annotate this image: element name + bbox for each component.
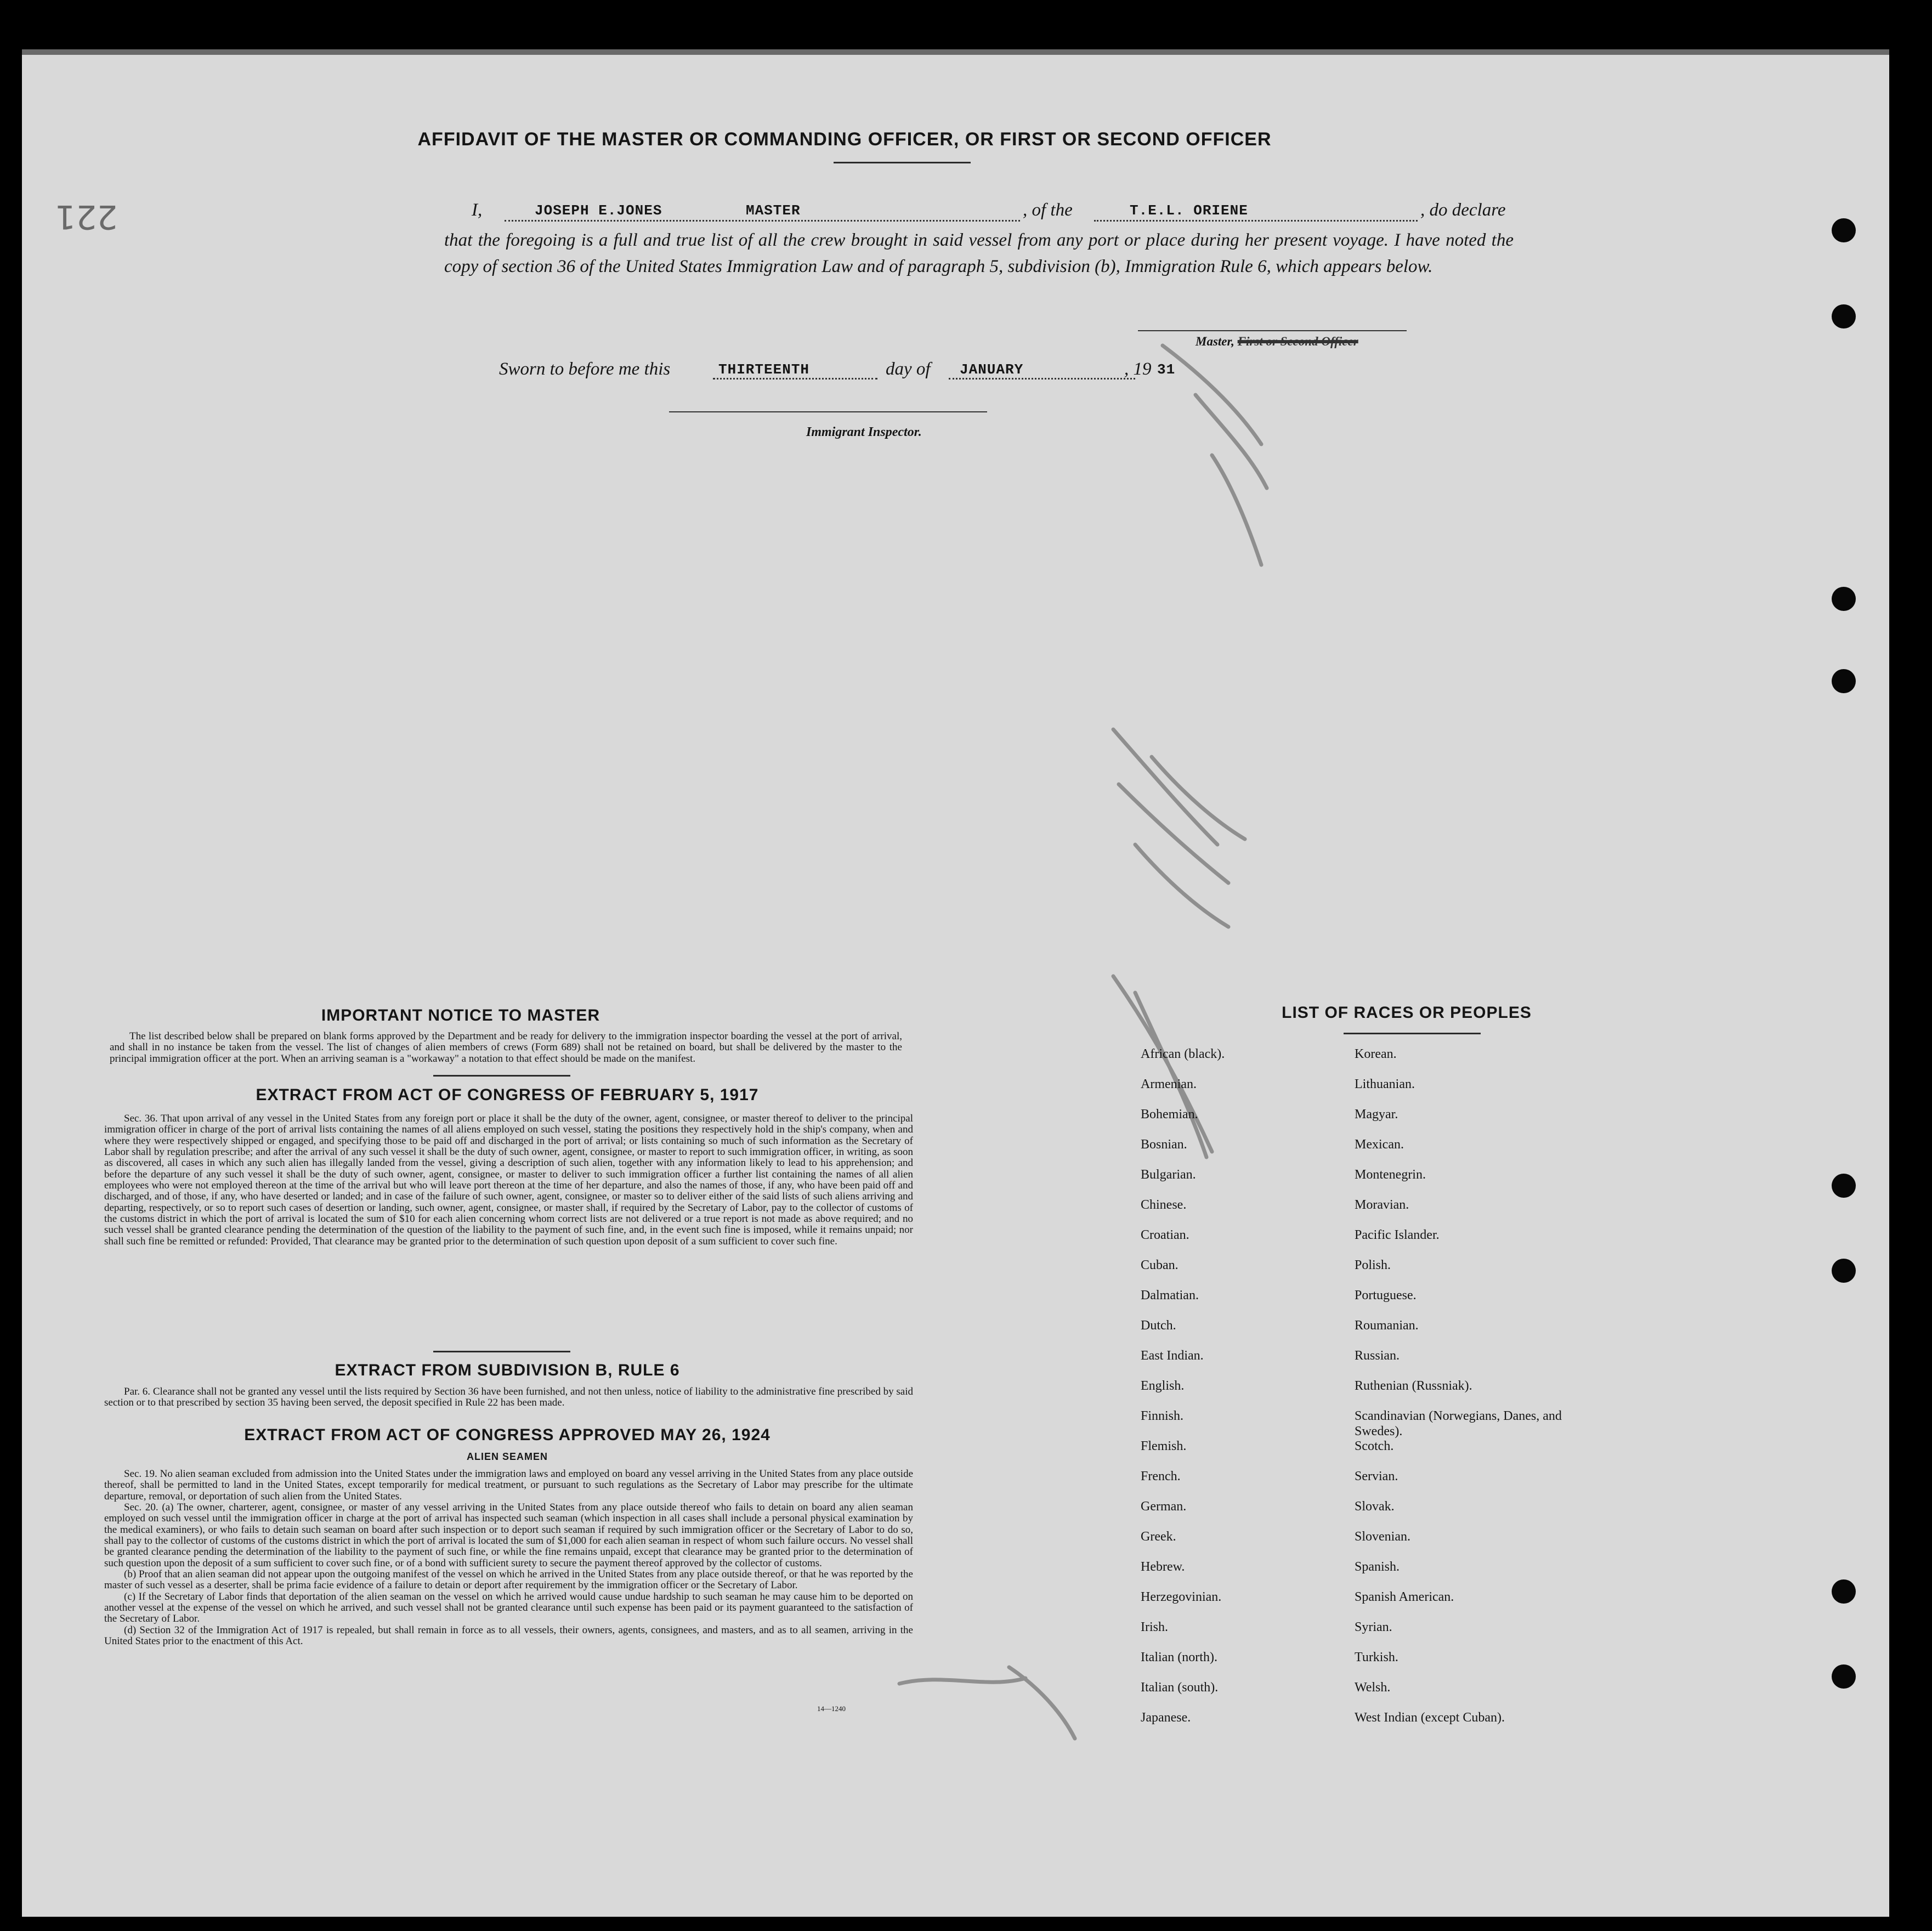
vessel-name: T.E.L. ORIENE xyxy=(1130,202,1248,219)
form-number: 14—1240 xyxy=(817,1705,846,1713)
race-item: Turkish. xyxy=(1355,1650,1398,1664)
race-item: Dalmatian. xyxy=(1141,1288,1199,1303)
year-suffix: 31 xyxy=(1157,361,1176,378)
title-rule xyxy=(834,162,971,163)
race-item: West Indian (except Cuban). xyxy=(1355,1711,1505,1725)
binder-hole xyxy=(1832,1664,1856,1689)
race-item: Flemish. xyxy=(1141,1439,1187,1453)
race-item: Montenegrin. xyxy=(1355,1168,1426,1182)
race-item: Armenian. xyxy=(1141,1077,1197,1091)
do-declare-text: , do declare xyxy=(1420,200,1506,220)
race-item: French. xyxy=(1141,1469,1181,1483)
binder-hole xyxy=(1832,218,1856,242)
races-column-2 xyxy=(1355,1046,1607,1740)
binder-hole xyxy=(1832,304,1856,329)
binder-hole xyxy=(1832,669,1856,693)
races-title: LIST OF RACES OR PEOPLES xyxy=(1282,1004,1532,1022)
race-item: Croatian. xyxy=(1141,1228,1189,1242)
race-item: Hebrew. xyxy=(1141,1560,1185,1574)
race-item: Spanish. xyxy=(1355,1560,1400,1574)
races-rule xyxy=(1344,1033,1481,1034)
race-item: Roumanian. xyxy=(1355,1318,1419,1333)
declaration-paragraph: that the foregoing is a full and true list of all the crew brought in said vessel from any port or place during her present voyage. I have noted the copy of section 36 of the United States Immigration Law and of paragraph 5, subdivision (b), Immigration Rule 6, which appears below. xyxy=(444,230,1514,276)
declarant-rank: MASTER xyxy=(746,202,801,219)
race-item: Bosnian. xyxy=(1141,1137,1187,1152)
race-item: Moravian. xyxy=(1355,1198,1409,1212)
race-item: Korean. xyxy=(1355,1047,1397,1061)
of-the-text: , of the xyxy=(1023,200,1073,220)
section-rule xyxy=(433,1351,570,1352)
sworn-day: THIRTEENTH xyxy=(718,361,810,378)
binder-hole xyxy=(1832,1579,1856,1604)
name-fill-line xyxy=(505,220,1020,222)
race-item: Servian. xyxy=(1355,1469,1398,1483)
race-item: Italian (south). xyxy=(1141,1680,1219,1695)
day-fill-line xyxy=(713,378,877,380)
sworn-prefix: Sworn to before me this xyxy=(499,359,671,379)
section-rule xyxy=(433,1075,570,1077)
extract-1924-body xyxy=(104,1469,913,1647)
race-item: Polish. xyxy=(1355,1258,1391,1272)
sworn-month: JANUARY xyxy=(960,361,1024,378)
race-item: African (black). xyxy=(1141,1047,1225,1061)
race-item: Ruthenian (Russniak). xyxy=(1355,1379,1472,1393)
race-item: Bulgarian. xyxy=(1141,1168,1196,1182)
race-item: Irish. xyxy=(1141,1620,1168,1634)
declarant-name: JOSEPH E.JONES xyxy=(535,202,662,219)
race-item: Welsh. xyxy=(1355,1680,1391,1695)
sec-20b: (b) Proof that an alien seaman did not appear upon the outgoing manifest of the vessel on which he arrived in the United States from any place outside thereof, or that he was reported by the master of such vessel as a deserter, shall be prima facie evidence of a failure to detain or deport after requirement by the immigration officer or the Secretary of Labor. xyxy=(104,1568,913,1592)
signature-title xyxy=(1196,335,1459,349)
signature-struck-officer: First or Second Officer xyxy=(1237,335,1358,348)
extract-1917-body: Sec. 36. That upon arrival of any vessel in the United States from any foreign port or place it shall be the duty of the owner, agent, consignee, or master thereof to deliver to the principal immigration officer in charge of the port of arrival lists containing the names of all aliens employed on such vessel, stating the positions they respectively hold in the ship's company, when and where they were respectively shipped or engaged, and specifying those to be paid off and discharged in the port of arrival; or lists containing so much of such information as the Secretary of Labor shall by regulation prescribe; and after the arrival of any such vessel it shall be the duty of such owner, agent, consignee, or master to report to such immigration officer, in writing, as soon as discovered, all cases in which any such alien has illegally landed from the vessel, giving a description of such alien, together with any information likely to lead to his apprehension; and before the departure of any such vessel it shall be the duty of such owner, agent, consignee, or master to deliver to such immigration officer a further list containing the names of all alien employees who were not employed thereon at the time of the arrival but who will leave port thereon at the time of her departure, and also the names of those, if any, who have been paid off and discharged, and of those, if any, who have deserted or landed; and in case of the failure of such owner, agent, consignee, or master so to deliver either of the said lists of such aliens arriving and departing, respectively, or so to report such cases of desertion or landing, such owner, agent, consignee, or master shall, if required by the Secretary of Labor, pay to the collector of customs of the customs district in which the port of arrival is located the sum of $10 for each alien concerning whom correct lists are not delivered or a true report is not made as above required; and no such vessel shall be granted clearance pending the determination of the question of the liability to the payment of such fine, and, in the event such fine is imposed, while it remains unpaid; nor shall such fine be remitted or refunded: Provided, That clearance may be granted prior to the determination of such question upon deposit of a sum sufficient to cover such fine. xyxy=(104,1113,913,1247)
race-item: Pacific Islander. xyxy=(1355,1228,1440,1242)
race-item: Japanese. xyxy=(1141,1711,1191,1725)
day-of-text: day of xyxy=(886,359,931,379)
race-item: Portuguese. xyxy=(1355,1288,1417,1303)
sec-20d: (d) Section 32 of the Immigration Act of 1917 is repealed, but shall remain in force as to all vessels, their owners, agents, consignees, and masters, and as to all seamen, arriving in the United States prior to the enactment of this Act. xyxy=(104,1624,913,1647)
race-item: Scandinavian (Norwegians, Danes, and Swedes). xyxy=(1355,1409,1562,1439)
inspector-signature-line xyxy=(669,411,987,412)
vessel-fill-line xyxy=(1094,220,1418,222)
race-item: Slovenian. xyxy=(1355,1530,1410,1544)
signature-line xyxy=(1138,330,1407,331)
race-item: Slovak. xyxy=(1355,1499,1395,1514)
race-item: Spanish American. xyxy=(1355,1590,1454,1604)
race-item: Finnish. xyxy=(1141,1409,1184,1423)
document-page xyxy=(22,49,1889,1917)
alien-seamen-subtitle: ALIEN SEAMEN xyxy=(466,1451,548,1462)
inspector-label: Immigrant Inspector. xyxy=(806,425,922,439)
race-item: Russian. xyxy=(1355,1349,1400,1363)
race-item: Italian (north). xyxy=(1141,1650,1217,1664)
race-item: German. xyxy=(1141,1499,1187,1514)
binder-hole xyxy=(1832,587,1856,611)
race-item: Bohemian. xyxy=(1141,1107,1198,1122)
declaration-line xyxy=(472,200,1514,228)
pronoun: I, xyxy=(472,200,483,220)
race-item: Dutch. xyxy=(1141,1318,1176,1333)
race-item: Greek. xyxy=(1141,1530,1176,1544)
race-item: Lithuanian. xyxy=(1355,1077,1415,1091)
race-item: Cuban. xyxy=(1141,1258,1179,1272)
race-item: Mexican. xyxy=(1355,1137,1404,1152)
race-item: Scotch. xyxy=(1355,1439,1394,1453)
extract-rule6-body: Par. 6. Clearance shall not be granted any vessel until the lists required by Section 36 have been furnished, and not then unless, notice of liability to the administrative fine prescribed by said section or to that prescribed by section 35 having been served, the deposit specified in Rule 22 has been made. xyxy=(104,1386,913,1409)
race-item: Syrian. xyxy=(1355,1620,1392,1634)
sec-20c: (c) If the Secretary of Labor finds that deportation of the alien seaman on the vessel on which he arrived would cause undue hardship to such seaman he may cause him to be deported on another vessel at the expense of the vessel on which he arrived, and such vessel shall not be granted clearance until such expense has been paid or its payment guaranteed to the satisfaction of the Secretary of Labor. xyxy=(104,1590,913,1625)
race-item: English. xyxy=(1141,1379,1185,1393)
extract-rule6-title: EXTRACT FROM SUBDIVISION B, RULE 6 xyxy=(335,1361,680,1379)
signature-master: Master, xyxy=(1196,335,1234,348)
notice-body: The list described below shall be prepared on blank forms approved by the Department and be ready for delivery to the immigration inspector boarding the vessel at the port of arrival, and shall in no instance be taken from the vessel. The list of changes of alien members of crews (Form 689) shall not be retained on board, but shall be delivered by the master to the principal immigration officer at the port. When an arriving seaman is a "workaway" a notation to that effect should be made on the manifest. xyxy=(110,1030,902,1064)
race-item: East Indian. xyxy=(1141,1349,1204,1363)
month-fill-line xyxy=(949,378,1135,380)
sec-20a: Sec. 20. (a) The owner, charterer, agent, consignee, or master of any vessel arriving in the United States from any place outside thereof who fails to detain on board any alien seaman employed on such vessel until the immigration officer in charge at the port of arrival has inspected such seaman (which inspection in all cases shall include a personal physical examination by the medical examiners), or who fails to detain such seaman on board after such inspection or to deport such seaman if required by such immigration officer or the Secretary of Labor to do so, shall pay to the collector of customs of the customs district in which the port of arrival is located the sum of $1,000 for each alien seaman in respect of whom such failure occurs. No vessel shall be granted clearance pending the determination of the liability to the payment of such fine, or while the fine remains unpaid, except that clearance may be granted prior to the determination of such question upon the deposit of a sum sufficient to cover such fine, or of a bond with sufficient surety to secure the payment thereof approved by the collector of customs. xyxy=(104,1501,913,1569)
sworn-line xyxy=(499,359,1212,381)
sec-19: Sec. 19. No alien seaman excluded from admission into the United States under the immigration laws and employed on board any vessel arriving in the United States from any place outside thereof, shall be permitted to land in the United States, except temporarily for medical treatment, or pursuant to such regulations as the Secretary of Labor may prescribe for the ultimate departure, removal, or deportation of such alien from the United States. xyxy=(104,1468,913,1502)
extract-1924-title: EXTRACT FROM ACT OF CONGRESS APPROVED MAY 26, 1924 xyxy=(244,1426,770,1444)
pencil-margin-number: 221 xyxy=(55,197,118,236)
race-item: Chinese. xyxy=(1141,1198,1187,1212)
notice-title: IMPORTANT NOTICE TO MASTER xyxy=(321,1006,600,1024)
binder-hole xyxy=(1832,1174,1856,1198)
year-prefix: , 19 xyxy=(1124,359,1152,379)
affidavit-title: AFFIDAVIT OF THE MASTER OR COMMANDING OFFICER, OR FIRST OR SECOND OFFICER xyxy=(417,129,1272,150)
extract-1917-title: EXTRACT FROM ACT OF CONGRESS OF FEBRUARY 5, 1917 xyxy=(256,1086,759,1104)
binder-hole xyxy=(1832,1259,1856,1283)
race-item: Herzegovinian. xyxy=(1141,1590,1222,1604)
race-item: Magyar. xyxy=(1355,1107,1398,1122)
races-column-1 xyxy=(1141,1046,1338,1740)
